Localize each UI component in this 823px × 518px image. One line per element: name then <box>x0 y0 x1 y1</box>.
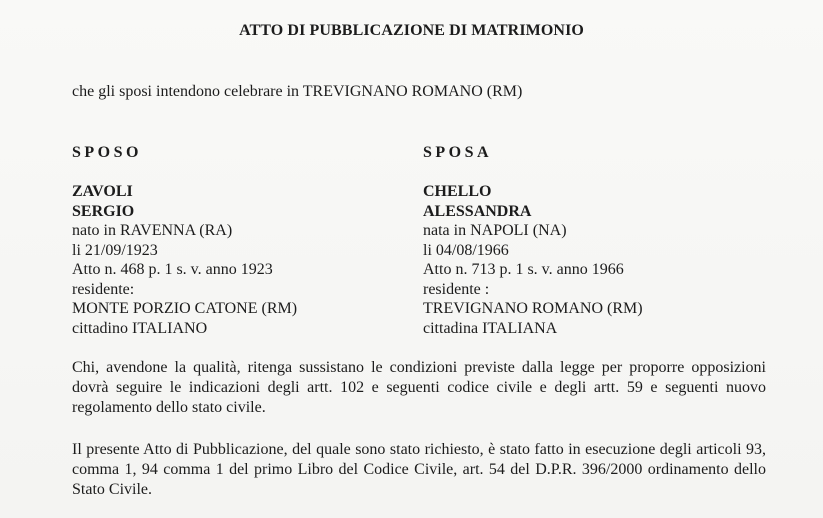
document-title: ATTO DI PUBBLICAZIONE DI MATRIMONIO <box>239 22 584 39</box>
sposa-surname: CHELLO <box>423 183 492 200</box>
sposa-birthdate: li 04/08/1966 <box>423 241 509 259</box>
sposa-birthplace: nata in NAPOLI (NA) <box>423 222 567 239</box>
sposo-birthplace: nato in RAVENNA (RA) <box>72 222 233 239</box>
sposa-column <box>423 143 643 338</box>
sposa-act: Atto n. 713 p. 1 s. v. anno 1966 <box>423 261 624 278</box>
sposa-residence-label: residente : <box>423 280 490 298</box>
sposo-name: SERGIO <box>72 202 135 220</box>
sposo-act: Atto n. 468 p. 1 s. v. anno 1923 <box>72 261 273 278</box>
intro-line: che gli sposi intendono celebrare in TREVIGNANO ROMANO (RM) <box>72 83 523 100</box>
sposa-name: ALESSANDRA <box>423 202 532 220</box>
sposo-residence-label: residente: <box>72 280 135 298</box>
sposo-citizenship: cittadino ITALIANO <box>72 319 208 337</box>
opposition-paragraph: Chi, avendone la qualità, ritenga sussistano le condizioni previste dalla legge per proporre opposizioni dovrà seguire le indicazioni degli artt. 102 e seguenti codice civile e degli artt. 59 e seguenti nuovo regolamento dello stato civile. <box>72 359 766 416</box>
sposo-heading: SPOSO <box>72 144 142 161</box>
sposo-residence: MONTE PORZIO CATONE (RM) <box>72 300 298 317</box>
spacer <box>72 163 297 183</box>
sposo-column <box>72 143 297 338</box>
legal-basis-paragraph: Il presente Atto di Pubblicazione, del quale sono stato richiesto, è stato fatto in esecuzione degli articoli 93, comma 1, 94 comma 1 del primo Libro del Codice Civile, art. 54 del D.P.R. 396/2000 ordinamento dello Stato Civile. <box>72 441 766 498</box>
sposo-surname: ZAVOLI <box>72 183 133 200</box>
sposa-citizenship: cittadina ITALIANA <box>423 319 558 337</box>
sposa-heading: SPOSA <box>423 144 493 161</box>
spacer <box>423 163 643 183</box>
sposo-birthdate: li 21/09/1923 <box>72 241 158 259</box>
sposa-residence: TREVIGNANO ROMANO (RM) <box>423 300 643 317</box>
